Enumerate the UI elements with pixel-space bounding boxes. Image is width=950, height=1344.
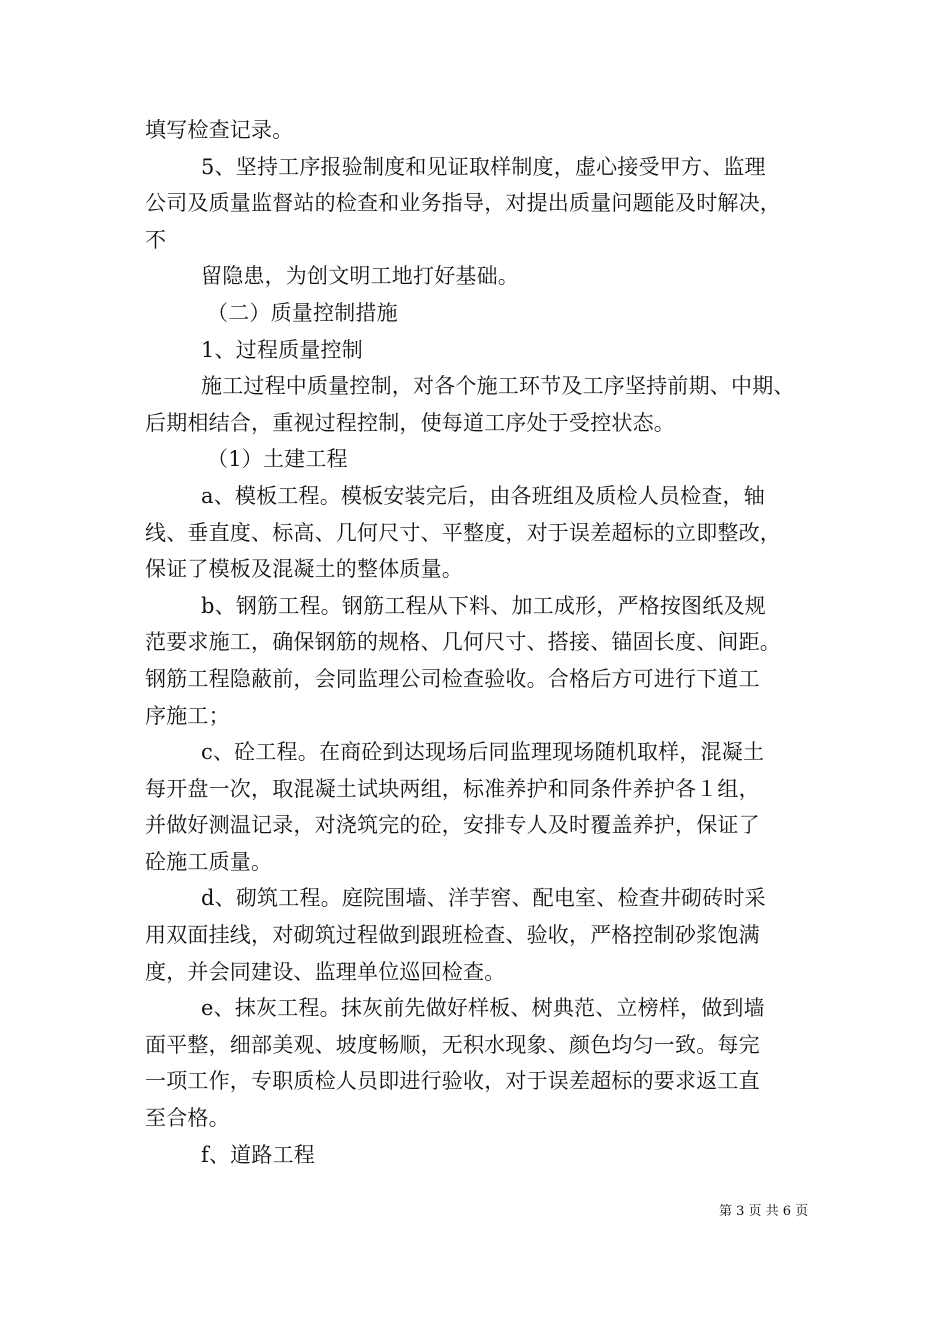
text-line: 施工过程中质量控制，对各个施工环节及工序坚持前期、中期、 [201,374,795,399]
text-line: e、抹灰工程。抹灰前先做好样板、树典范、立榜样，做到墙 [201,996,765,1021]
text-line: 用双面挂线，对砌筑过程做到跟班检查、验收，严格控制砂浆饱满 [145,923,760,948]
text-line: 线、垂直度、标高、几何尺寸、平整度，对于误差超标的立即整改， [145,520,781,545]
text-line: c、砼工程。在商砼到达现场后同监理现场随机取样，混凝土 [201,740,765,765]
text-line: （1）土建工程 [207,447,348,472]
text-line: 1、过程质量控制 [201,337,363,362]
text-line: 砼施工质量。 [145,849,273,874]
text-line: 至合格。 [145,1106,230,1131]
text-line: 每开盘一次，取混凝土试块两组，标准养护和同条件养护各１组， [145,776,760,801]
text-line: f、道路工程 [201,1142,315,1167]
text-line: 5、坚持工序报验制度和见证取样制度，虚心接受甲方、监理 [201,154,766,179]
text-line: 保证了模板及混凝土的整体质量。 [145,557,463,582]
text-line: 度，并会同建设、监理单位巡回检查。 [145,959,506,984]
page-number: 第 3 页 共 6 页 [719,1204,809,1219]
body-text [145,112,825,1173]
text-line: （二）质量控制措施 [207,300,398,325]
text-line: 面平整，细部美观、坡度畅顺，无积水现象、颜色均匀一致。每完 [145,1032,760,1057]
text-line: 留隐患，为创文明工地打好基础。 [201,264,519,289]
text-line: 钢筋工程隐蔽前，会同监理公司检查验收。合格后方可进行下道工 [145,666,760,691]
text-line: b、钢筋工程。钢筋工程从下料、加工成形，严格按图纸及规 [201,593,766,618]
text-line: 后期相结合，重视过程控制，使每道工序处于受控状态。 [145,410,675,435]
text-line: 填写检查记录。 [145,118,294,142]
text-line: 并做好测温记录，对浇筑完的砼，安排专人及时覆盖养护，保证了 [145,813,760,838]
text-line: 不 [145,227,167,252]
text-line: a、模板工程。模板安装完后，由各班组及质检人员检查，轴 [201,483,765,508]
text-line: d、砌筑工程。庭院围墙、洋芋窖、配电室、检查井砌砖时采 [201,886,766,911]
text-line: 公司及质量监督站的检查和业务指导，对提出质量问题能及时解决， [145,191,781,216]
text-line: 序施工； [145,703,230,728]
text-line: 范要求施工，确保钢筋的规格、几何尺寸、搭接、锚固长度、间距。 [145,630,781,655]
text-line: 一项工作，专职质检人员即进行验收，对于误差超标的要求返工直 [145,1069,760,1094]
